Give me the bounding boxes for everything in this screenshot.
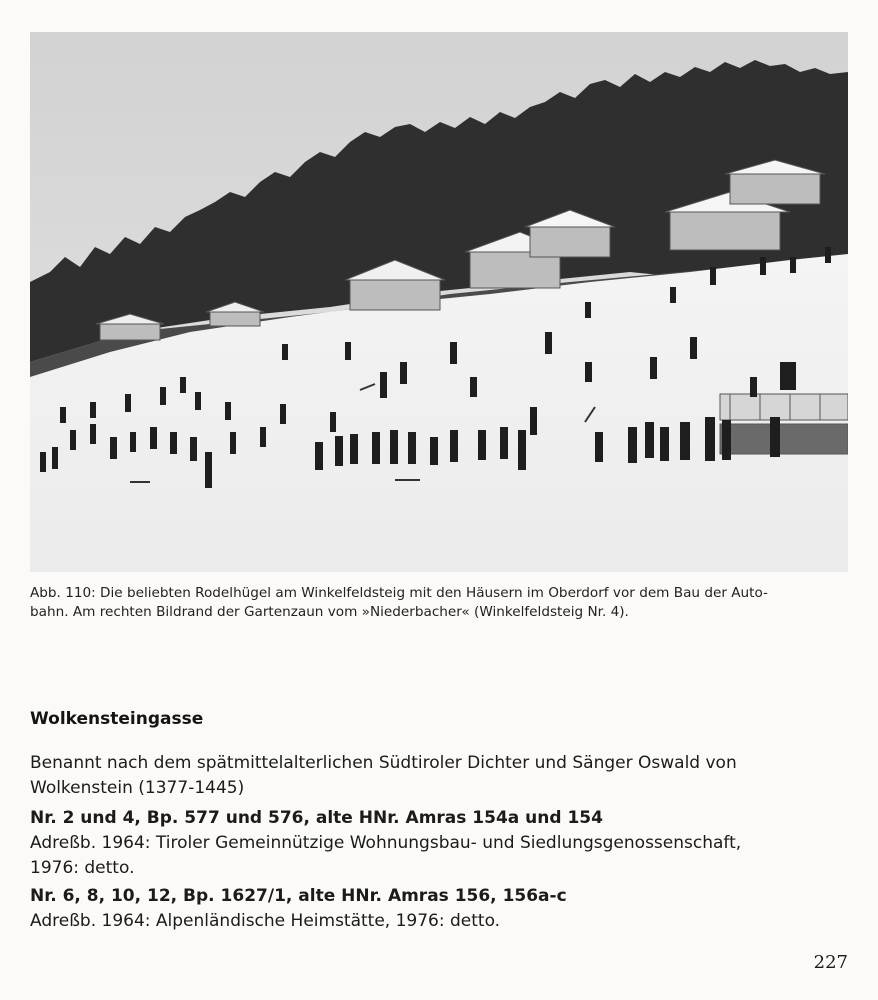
entry-heading: Nr. 6, 8, 10, 12, Bp. 1627/1, alte HNr. Amras 156, 156a-c (30, 886, 567, 906)
caption-line-2: bahn. Am rechten Bildrand der Gartenzaun vom »Niederbacher« (Winkelfeldsteig Nr. 4). (30, 604, 629, 620)
section-intro (30, 751, 850, 801)
entry-heading: Nr. 2 und 4, Bp. 577 und 576, alte HNr. Amras 154a und 154 (30, 808, 603, 828)
historical-photo (30, 32, 848, 572)
intro-line-1: Benannt nach dem spätmittelalterlichen Südtiroler Dichter und Sänger Oswald von (30, 753, 737, 773)
entry-nr-2-4 (30, 806, 850, 881)
intro-line-2: Wolkenstein (1377-1445) (30, 778, 245, 798)
page-number: 227 (813, 952, 848, 973)
photo-sledding-hill (30, 32, 848, 572)
entry-line-1: Adreßb. 1964: Tiroler Gemeinnützige Wohnungsbau- und Siedlungsgenossenschaft, (30, 833, 742, 853)
entry-line-2: 1976: detto. (30, 858, 135, 878)
entry-line-1: Adreßb. 1964: Alpenländische Heimstätte, 1976: detto. (30, 911, 501, 931)
caption-line-1: Abb. 110: Die beliebten Rodelhügel am Winkelfeldsteig mit den Häusern im Oberdorf vor dem Bau der Auto- (30, 585, 768, 601)
section-title: Wolkensteingasse (30, 709, 204, 729)
photo-caption (30, 584, 852, 622)
entry-nr-6-12 (30, 884, 850, 934)
